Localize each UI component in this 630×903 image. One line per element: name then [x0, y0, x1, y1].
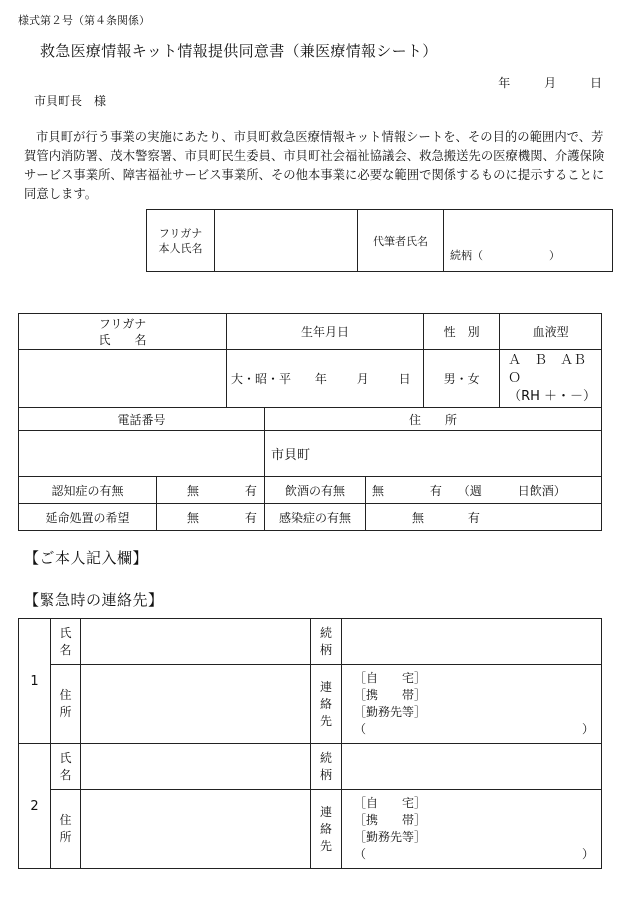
contact-1-work: ［勤務先等］: [354, 705, 427, 719]
contact-2-address-field[interactable]: [81, 790, 311, 869]
contact-2-contact-label: 連 絡 先: [311, 790, 342, 869]
contact-1-other: （ ）: [354, 722, 595, 736]
relation-field[interactable]: [444, 210, 613, 272]
contact-1-mobile: ［携 帯］: [354, 688, 427, 702]
contact-2-work: ［勤務先等］: [354, 830, 427, 844]
date-line: [468, 74, 602, 91]
era-options: 大・昭・平: [231, 372, 292, 386]
rh-options: （RH ＋・－）: [508, 388, 597, 404]
contact-2-contact-field[interactable]: [342, 790, 602, 869]
birth-field[interactable]: [227, 350, 424, 408]
blood-field[interactable]: [500, 350, 602, 408]
date-year-label: 年: [498, 76, 511, 90]
birth-label: 生年月日: [227, 314, 424, 350]
life-support-label: 延命処置の希望: [19, 504, 157, 531]
life-support-yes: 有: [244, 510, 257, 525]
addressee: 市貝町長 様: [34, 94, 107, 108]
infection-options[interactable]: [366, 504, 602, 531]
contact-1-address-field[interactable]: [81, 665, 311, 744]
contact-1-relation-label: 続 柄: [311, 619, 342, 665]
infection-none: 無: [412, 510, 425, 525]
form-number: 様式第２号（第４条関係）: [18, 14, 150, 27]
drinking-none: 無: [372, 483, 385, 498]
blood-label: 血液型: [500, 314, 602, 350]
month-unit: 月: [356, 372, 369, 386]
emergency-contact-heading: 【緊急時の連絡先】: [24, 591, 164, 609]
self-name-field[interactable]: [215, 210, 358, 272]
contact-1-relation-field[interactable]: [342, 619, 602, 665]
dementia-label: 認知症の有無: [19, 477, 157, 504]
name-label: 氏 名: [98, 332, 147, 347]
contact-2-other: （ ）: [354, 847, 595, 861]
life-support-none: 無: [187, 510, 200, 525]
contact-2-name-field[interactable]: [81, 744, 311, 790]
personal-info-table: [18, 313, 602, 531]
furigana-label: フリガナ: [98, 316, 147, 331]
address-value: 市貝町: [271, 448, 311, 463]
furigana-name-header: [19, 314, 227, 350]
address-field[interactable]: [265, 431, 602, 477]
dementia-yes: 有: [244, 483, 257, 498]
contact-2-home: ［自 宅］: [354, 796, 427, 810]
contact-1-contact-label: 連 絡 先: [311, 665, 342, 744]
relation-label: 続柄（ ）: [450, 249, 560, 262]
day-unit: 日: [398, 372, 411, 386]
contact-2-relation-field[interactable]: [342, 744, 602, 790]
gender-label: 性 別: [424, 314, 500, 350]
phone-field[interactable]: [19, 431, 265, 477]
proxy-name-label: 代筆者氏名: [358, 210, 444, 272]
emergency-contact-table: [18, 618, 602, 869]
dementia-none: 無: [187, 483, 200, 498]
drinking-options[interactable]: [366, 477, 602, 504]
contact-1-number: 1: [19, 619, 51, 744]
contact-1-name-field[interactable]: [81, 619, 311, 665]
date-day-label: 日: [589, 76, 602, 90]
address-label: 住 所: [265, 408, 602, 431]
contact-2-number: 2: [19, 744, 51, 869]
drinking-yes: 有: [429, 483, 442, 498]
dementia-options[interactable]: [157, 477, 265, 504]
infection-label: 感染症の有無: [265, 504, 366, 531]
gender-options[interactable]: 男・女: [424, 350, 500, 408]
self-entry-heading: 【ご本人記入欄】: [24, 549, 149, 567]
contact-2-address-label: 住 所: [51, 790, 81, 869]
name-field[interactable]: [19, 350, 227, 408]
furigana-name-label: フリガナ 本人氏名: [147, 210, 215, 272]
contact-1-home: ［自 宅］: [354, 671, 427, 685]
contact-2-relation-label: 続 柄: [311, 744, 342, 790]
contact-1-name-label: 氏 名: [51, 619, 81, 665]
blood-options: Ａ Ｂ ＡＢ Ｏ: [508, 352, 600, 386]
page-title: 救急医療情報キット情報提供同意書（兼医療情報シート）: [40, 42, 438, 60]
contact-2-mobile: ［携 帯］: [354, 813, 427, 827]
drinking-detail: （週 日飲酒）: [457, 483, 566, 498]
consent-text: 市貝町が行う事業の実施にあたり、市貝町救急医療情報キット情報シートを、その目的の範囲内で、芳賀管内消防署、茂木警察署、市貝町民生委員、市貝町社会福祉協議会、救急搬送先の医療機関、介護保険サービス事業所、障害福祉サービス事業所、その他本事業に必要な範囲で関係するものに提示することに同意します。: [24, 130, 605, 201]
infection-yes: 有: [467, 510, 480, 525]
contact-2-name-label: 氏 名: [51, 744, 81, 790]
phone-label: 電話番号: [19, 408, 265, 431]
life-support-options[interactable]: [157, 504, 265, 531]
date-month-label: 月: [544, 76, 557, 90]
signature-table: [146, 209, 613, 272]
contact-1-address-label: 住 所: [51, 665, 81, 744]
year-unit: 年: [314, 372, 327, 386]
contact-1-contact-field[interactable]: [342, 665, 602, 744]
drinking-label: 飲酒の有無: [265, 477, 366, 504]
